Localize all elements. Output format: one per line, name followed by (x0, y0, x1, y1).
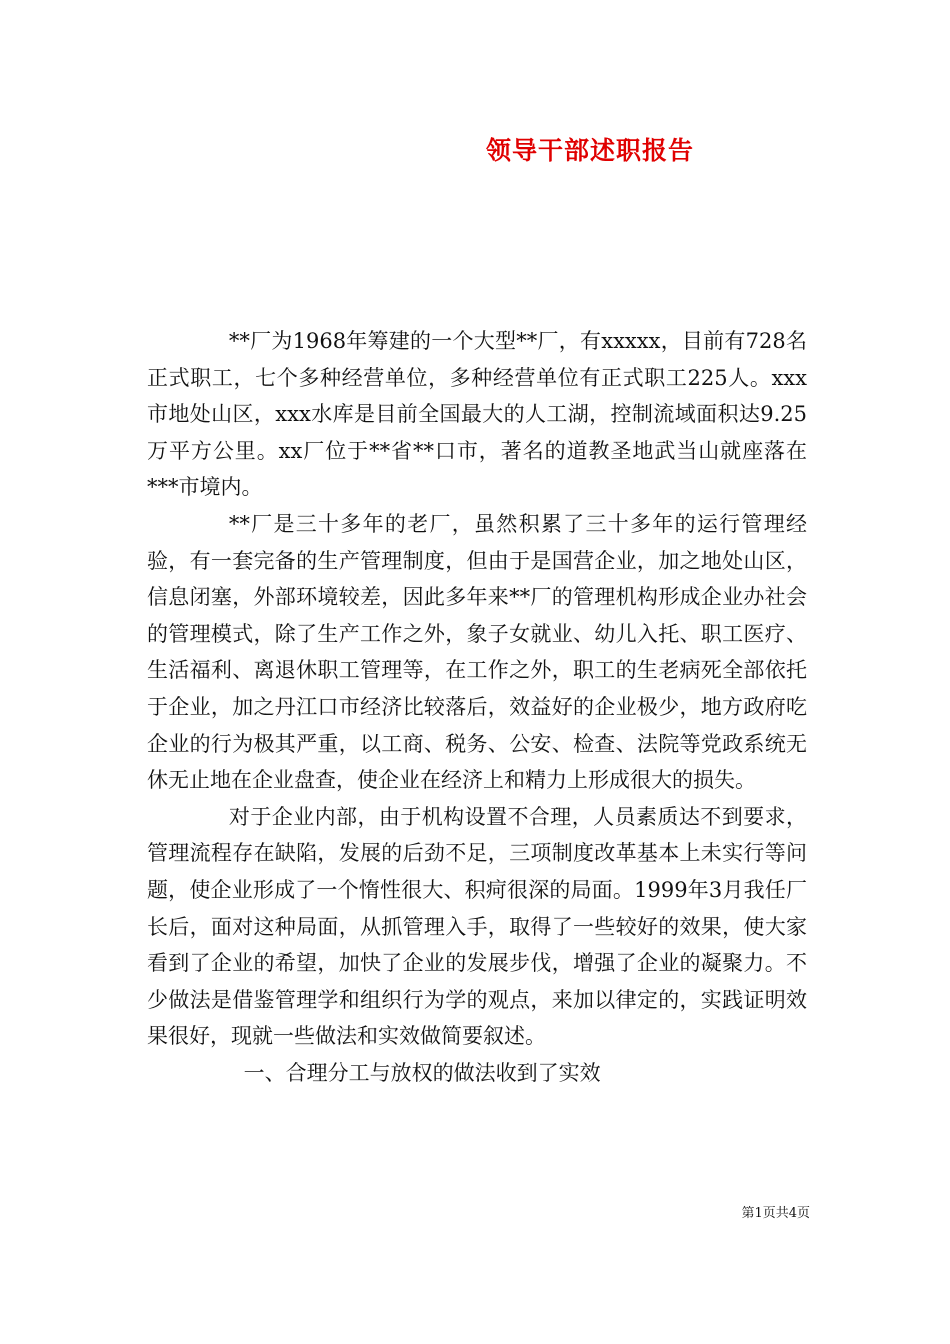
paragraph-2: **厂是三十多年的老厂，虽然积累了三十多年的运行管理经验，有一套完备的生产管理制度，但由于是国营企业，加之地处山区，信息闭塞，外部环境较差，因此多年来**厂的管理机构形成企业办社会的管理模式，除了生产工作之外，象子女就业、幼儿入托、职工医疗、生活福利、离退休职工管理等，在工作之外，职工的生老病死全部依托于企业，加之丹江口市经济比较落后，效益好的企业极少，地方政府吃企业的行为极其严重，以工商、税务、公安、检查、法院等党政系统无休无止地在企业盘查，使企业在经济上和精力上形成很大的损失。 (147, 511, 807, 793)
paragraph-1: **厂为1968年筹建的一个大型**厂，有xxxxx，目前有728名正式职工，七个多种经营单位，多种经营单位有正式职工225人。xxx市地处山区，xxx水库是目前全国最大的人工湖，控制流域面积达9.25万平方公里。xx厂位于**省**口市，著名的道教圣地武当山就座落在***市境内。 (147, 329, 807, 500)
section-heading: 一、合理分工与放权的做法收到了实效 (243, 1060, 601, 1085)
page-footer: 第1页共4页 (741, 1206, 810, 1221)
paragraph-3: 对于企业内部，由于机构设置不合理，人员素质达不到要求，管理流程存在缺陷，发展的后劲不足，三项制度改革基本上未实行等问题，使企业形成了一个惰性很大、积疴很深的局面。1999年3月我任厂长后，面对这种局面，从抓管理入手，取得了一些较好的效果，使大家看到了企业的希望，加快了企业的发展步伐，增强了企业的凝聚力。不少做法是借鉴管理学和组织行为学的观点，来加以律定的，实践证明效果很好，现就一些做法和实效做简要叙述。 (147, 804, 807, 1049)
document-body (147, 323, 807, 1091)
document-title: 领导干部述职报告 (485, 136, 694, 165)
